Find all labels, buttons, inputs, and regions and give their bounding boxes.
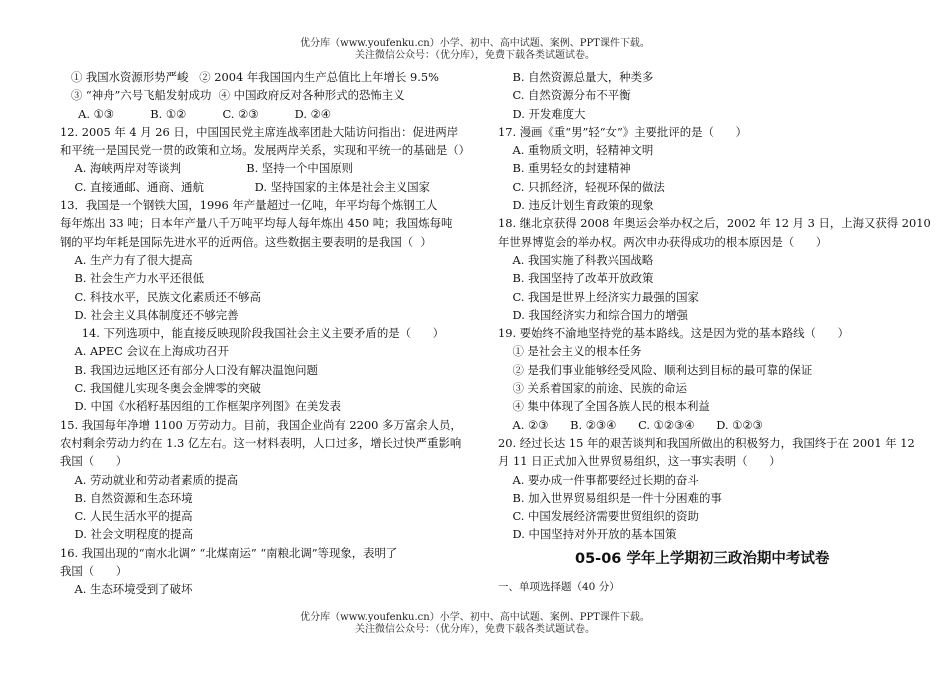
- left-text-line: ③ “神舟”六号飞船发射成功 ④ 中国政府反对各种形式的恐怖主义: [60, 88, 405, 103]
- right-text-line: ④ 集中体现了全国各族人民的根本利益: [498, 399, 710, 414]
- right-text-line: B. 加入世界贸易组织是一件十分困难的事: [498, 490, 722, 505]
- left-text-line: C. 我国健儿实现冬奥会金牌零的突破: [60, 381, 261, 396]
- page-footer: [0, 612, 950, 636]
- left-text-line: B. 自然资源和生态环境: [60, 490, 193, 505]
- right-text-line: B. 自然资源总量大，种类多: [498, 70, 654, 84]
- left-text-line: 我国（ ）: [60, 564, 128, 579]
- left-text-line: C. 科技水平，民族文化素质还不够高: [60, 289, 261, 304]
- right-text-line: C. 我国是世界上经济实力最强的国家: [498, 289, 699, 304]
- right-text-line: B. 我国坚持了改革开放政策: [498, 271, 654, 286]
- left-text-line: A. 劳动就业和劳动者素质的提高: [60, 472, 239, 487]
- left-text-line: 16. 我国出现的“南水北调” “北煤南运” “南粮北调”等现象，表明了: [60, 545, 398, 560]
- left-column: [60, 68, 480, 599]
- left-text-line: 农村剩余劳动力约在 1.3 亿左右。这一材料表明，人口过多，增长过快严重影响: [60, 435, 462, 450]
- right-text-line: A. 要办成一件事都要经过长期的奋斗: [498, 472, 699, 487]
- left-text-line: 12. 2005 年 4 月 26 日，中国国民党主席连战率团赴大陆访问指出：促进两岸: [60, 124, 459, 139]
- left-text-line: A. 生产力有了很大提高: [60, 252, 193, 267]
- right-text-line: 18. 继北京获得 2008 年奥运会举办权之后，2002 年 12 月 3 日，上海又获得 2010: [498, 216, 931, 231]
- right-text-line: D. 我国经济实力和综合国力的增强: [498, 307, 688, 322]
- left-text-line: D. 社会文明程度的提高: [60, 527, 193, 542]
- right-text-line: 19. 要始终不渝地坚持党的基本路线。这是因为党的基本路线（ ）: [498, 326, 850, 341]
- left-text-line: A. 生态环境受到了破坏: [60, 582, 193, 597]
- right-text-line: C. 只抓经济，轻视环保的做法: [498, 179, 665, 194]
- left-text-line: 钢的平均年耗是国际先进水平的近两倍。这些数据主要表明的是我国（ ）: [60, 234, 432, 249]
- exam-title: 05-06 学年上学期初三政治期中考试卷: [575, 550, 830, 567]
- right-text-line: ② 是我们事业能够经受风险、顺利达到目标的最可靠的保证: [498, 362, 813, 377]
- right-text-line: A. 重物质文明，轻精神文明: [498, 143, 654, 158]
- right-text-line: D. 违反计划生育政策的现象: [498, 198, 654, 213]
- left-text-line: B. 我国边远地区还有部分人口没有解决温饱问题: [60, 362, 318, 377]
- right-text-line: D. 中国坚持对外开放的基本国策: [498, 527, 677, 542]
- left-text-line: A. APEC 会议在上海成功召开: [60, 344, 230, 359]
- footer-line-2: 关注微信公众号：（优分库），免费下载各类试题试卷。: [355, 624, 595, 635]
- right-text-line: ③ 关系着国家的前途、民族的命运: [498, 381, 687, 396]
- header-line-1: 优分库（www.youfenku.cn）小学、初中、高中试题、案例、PPT课件下载。: [300, 38, 650, 49]
- header-line-2: 关注微信公众号：（优分库），免费下载各类试题试卷。: [355, 50, 595, 61]
- left-text-line: D. 中国《水稻籽基因组的工作框架序列图》在美发表: [60, 399, 342, 414]
- left-text-line: C. 人民生活水平的提高: [60, 509, 193, 524]
- footer-line-1: 优分库（www.youfenku.cn）小学、初中、高中试题、案例、PPT课件下载。: [300, 612, 650, 623]
- left-text-line: B. 社会生产力水平还很低: [60, 271, 205, 286]
- right-text-line: ① 是社会主义的根本任务: [498, 344, 642, 359]
- left-text-line: A. 海峡两岸对等谈判 B. 坚持一个中国原则: [60, 161, 353, 176]
- right-text-line: 20. 经过长达 15 年的艰苦谈判和我国所做出的积极努力，我国终于在 2001 年 12: [498, 435, 915, 450]
- right-text-line: 17. 漫画《重“男”轻“女”》主要批评的是（ ）: [498, 124, 748, 139]
- left-text-line: 和平统一是国民党一贯的政策和立场。发展两岸关系，实现和平统一的基础是（）: [60, 143, 471, 158]
- left-text-line: 13．我国是一个钢铁大国，1996 年产量超过一亿吨，年平均每个炼钢工人: [60, 198, 438, 213]
- left-text-line: 每年炼出 33 吨；日本年产量八千万吨平均每人每年炼出 450 吨；我国炼每吨: [60, 216, 453, 231]
- right-text-line: A. 我国实施了科教兴国战略: [498, 252, 654, 267]
- right-text-line: C. 中国发展经济需要世贸组织的资助: [498, 509, 699, 524]
- left-text-line: A. ①③ B. ①② C. ②③ D. ②④: [60, 106, 332, 121]
- left-text-line: 14. 下列选项中，能直接反映现阶段我国社会主义主要矛盾的是（ ）: [60, 326, 445, 341]
- left-text-line: C. 直接通邮、通商、通航 D. 坚持国家的主体是社会主义国家: [60, 179, 431, 194]
- left-text-line: 15. 我国每年净增 1100 万劳动力。目前，我国企业尚有 2200 多万富余人员，: [60, 417, 462, 432]
- right-text-line: 年世界博览会的举办权。两次申办获得成功的根本原因是（ ）: [498, 234, 828, 249]
- right-text-line: 月 11 日正式加入世界贸易组织，这一事实表明（ ）: [498, 454, 781, 469]
- page-header: [0, 38, 950, 62]
- left-text-line: ① 我国水资源形势严峻 ② 2004 年我国国内生产总值比上年增长 9.5%: [60, 70, 439, 84]
- section-heading: 一、单项选择题（40 分）: [498, 580, 620, 593]
- right-text-line: B. 重男轻女的封建精神: [498, 161, 631, 176]
- right-text-line: D. 开发难度大: [498, 106, 586, 121]
- right-column: [498, 68, 938, 596]
- right-text-line: C. 自然资源分布不平衡: [498, 88, 631, 103]
- left-text-line: D. 社会主义具体制度还不够完善: [60, 307, 239, 322]
- right-text-line: A. ②③ B. ②③④ C. ①②③④ D. ①②③: [498, 417, 763, 432]
- left-text-line: 我国（ ）: [60, 454, 128, 469]
